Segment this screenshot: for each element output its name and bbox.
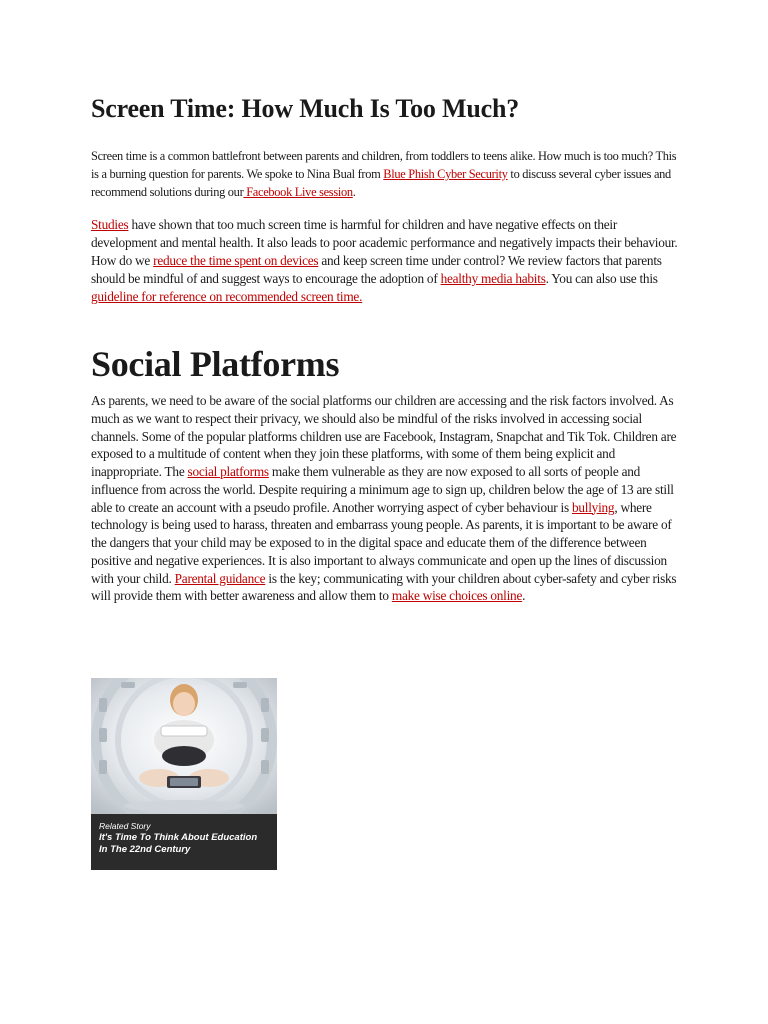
- paragraph-text: . You can also use this: [545, 271, 658, 286]
- related-story-caption: [91, 814, 277, 870]
- bullying-link[interactable]: bullying: [571, 499, 615, 515]
- paragraph-text: .: [522, 588, 526, 604]
- blue-phish-link[interactable]: Blue Phish Cyber Security: [383, 167, 508, 181]
- studies-paragraph: [91, 216, 681, 306]
- intro-text: to discuss several cyber issues and recommend solutions during our: [91, 167, 671, 199]
- section-heading-social-platforms: Social Platforms: [91, 344, 340, 384]
- intro-text: Screen time is a common battlefront between parents and children, from toddlers to teens alike. How much is too much? This is a burning question for parents. We spoke to Nina Bual from: [91, 149, 677, 181]
- paragraph-text: and keep screen time under control? We review factors that parents should be mindful of and suggest ways to encourage the adoption of: [91, 253, 662, 286]
- parental-guidance-link[interactable]: Parental guidance: [174, 570, 266, 586]
- intro-text: .: [352, 185, 356, 199]
- paragraph-text: make them vulnerable as they are now exposed to all sorts of people and influence from across the world. Despite requiring a minimum age to sign up, children below the age of 13 are still able to create an account with a pseudo profile. Another worrying aspect of cyber behaviour is: [91, 464, 674, 515]
- related-story-card[interactable]: [91, 678, 277, 870]
- related-story-kicker: Related Story: [99, 821, 151, 831]
- paragraph-text: is the key; communicating with your children about cyber-safety and cyber risks will provide them with better awareness and allow them to: [91, 570, 677, 604]
- article-title: Screen Time: How Much Is Too Much?: [91, 94, 520, 123]
- social-platforms-paragraph: [91, 392, 681, 605]
- social-platforms-link[interactable]: social platforms: [187, 464, 269, 479]
- healthy-media-habits-link[interactable]: healthy media habits: [440, 271, 546, 286]
- related-story-title: It's Time To Think About Education In The 22nd Century: [99, 832, 258, 855]
- paragraph-text: have shown that too much screen time is harmful for children and have negative effects on their development and mental health. It also leads to poor academic performance and negatively impacts their behaviour. How do we: [91, 217, 678, 268]
- facebook-live-link[interactable]: Facebook Live session: [243, 185, 353, 199]
- paragraph-text: , where technology is being used to harass, threaten and embarrass young people. As parents, it is important to be aware of the dangers that your child may be exposed to in the digital space and educate them of the difference between positive and negative experiences. It is also important to always communicate and open up the lines of discussion with your child.: [91, 499, 672, 586]
- girl-with-laptop-image: [91, 678, 277, 814]
- make-wise-choices-link[interactable]: make wise choices online: [391, 588, 523, 604]
- intro-paragraph: [91, 147, 681, 201]
- reduce-time-link[interactable]: reduce the time spent on devices: [153, 253, 319, 268]
- paragraph-text: As parents, we need to be aware of the social platforms our children are accessing and the risk factors involved. As much as we want to respect their privacy, we should also be mindful of the risks involved in accessing social channels. Some of the popular platforms children use are Facebook, Instagram, Snapchat and Tik Tok. Children are exposed to a multitude of content when they join these platforms, with some of them being explicit and inappropriate. The: [91, 393, 677, 479]
- studies-link[interactable]: Studies: [91, 217, 129, 232]
- guideline-link[interactable]: guideline for reference on recommended screen time.: [91, 289, 363, 304]
